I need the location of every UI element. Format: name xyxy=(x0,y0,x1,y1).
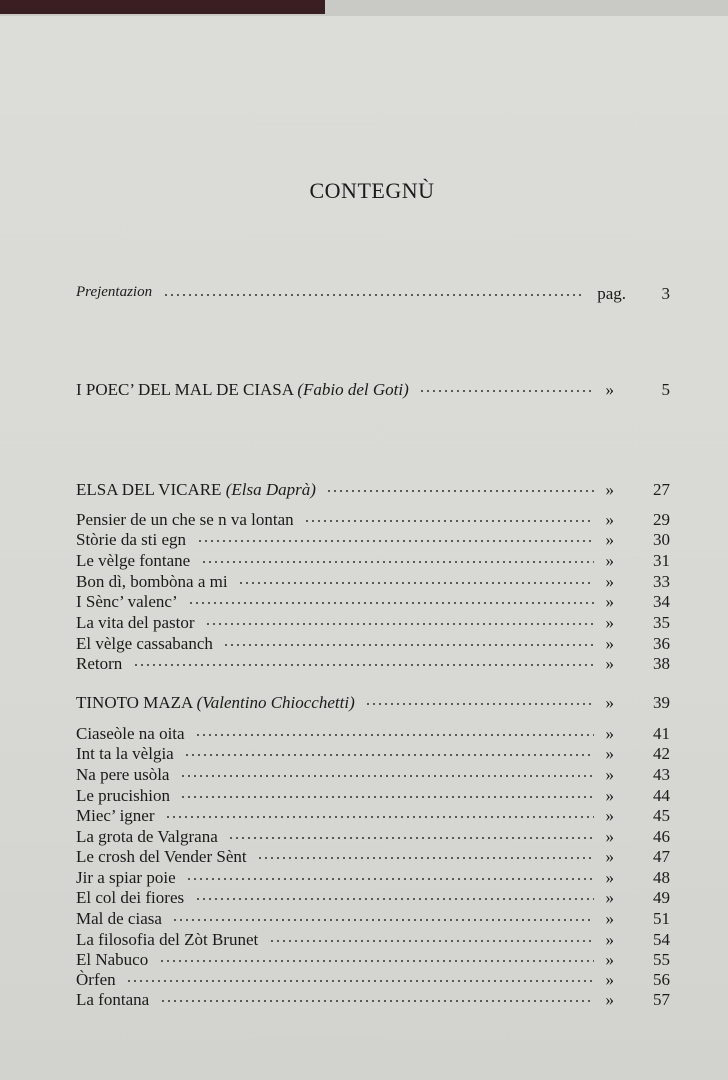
toc-entry-title xyxy=(76,990,149,1010)
entry-ditto-mark: » xyxy=(605,909,614,928)
leader-dots xyxy=(269,940,594,942)
entry-ditto-mark: » xyxy=(605,654,614,673)
entry-ditto-mark: » xyxy=(605,530,614,549)
entry-label: La filosofia del Zòt Brunet xyxy=(76,930,259,949)
entry-ditto-mark: » xyxy=(605,827,614,846)
toc-entry-title xyxy=(76,806,155,826)
entry-label: Òrfen xyxy=(76,970,116,989)
entry-ditto-mark: » xyxy=(605,480,614,499)
entry-page-number: 54 xyxy=(653,930,670,949)
entry-ditto-mark: » xyxy=(605,510,614,529)
entry-ditto-mark: » xyxy=(605,950,614,969)
entry-label: Mal de ciasa xyxy=(76,909,162,928)
leader-dots xyxy=(195,734,594,736)
toc-entry-title xyxy=(76,480,316,500)
toc-entry-title xyxy=(76,613,195,633)
entry-page-number: 3 xyxy=(661,284,670,303)
entry-ditto-mark: » xyxy=(605,970,614,989)
toc-entry xyxy=(76,950,670,972)
toc-entry-title xyxy=(76,572,228,592)
entry-label: La vita del pastor xyxy=(76,613,195,632)
leader-dots xyxy=(365,703,594,705)
entry-label: Retorn xyxy=(76,654,123,673)
toc-entry-title xyxy=(76,634,213,654)
toc-entry-title xyxy=(76,847,247,867)
entry-label: ELSA DEL VICARE xyxy=(76,480,222,499)
entry-page-number: 55 xyxy=(653,950,670,969)
toc-entry-title xyxy=(76,693,355,713)
leader-dots xyxy=(205,623,594,625)
toc-entry-title xyxy=(76,724,185,744)
entry-ditto-mark: » xyxy=(605,744,614,763)
toc-entry-title xyxy=(76,530,186,550)
toc-entry-title xyxy=(76,765,169,785)
entry-label: Le crosh del Vender Sènt xyxy=(76,847,247,866)
leader-dots xyxy=(257,857,594,859)
leader-dots xyxy=(186,878,594,880)
toc-entry xyxy=(76,530,670,552)
toc-entry xyxy=(76,786,670,808)
leader-dots xyxy=(304,520,594,522)
leader-dots xyxy=(238,582,594,584)
entry-page-number: 30 xyxy=(653,530,670,549)
entry-label: Le prucishion xyxy=(76,786,170,805)
entry-page-number: 57 xyxy=(653,990,670,1009)
entry-ditto-mark: » xyxy=(605,786,614,805)
toc-entry xyxy=(76,909,670,931)
entry-ditto-mark: » xyxy=(605,693,614,712)
toc-entry xyxy=(76,724,670,746)
leader-dots xyxy=(163,294,585,296)
leader-dots xyxy=(160,1000,594,1002)
entry-page-number: 34 xyxy=(653,592,670,611)
entry-ditto-mark: » xyxy=(605,806,614,825)
toc-entry xyxy=(76,634,670,656)
leader-dots xyxy=(195,898,594,900)
toc-entry xyxy=(76,765,670,787)
entry-ditto-mark: pag. xyxy=(597,284,626,303)
toc-entry xyxy=(76,654,670,676)
entry-ditto-mark: » xyxy=(605,868,614,887)
toc-entry-title xyxy=(76,950,148,970)
toc-entry xyxy=(76,510,670,532)
entry-page-number: 41 xyxy=(653,724,670,743)
entry-ditto-mark: » xyxy=(605,990,614,1009)
toc-entry xyxy=(76,284,670,306)
toc-entry xyxy=(76,930,670,952)
entry-ditto-mark: » xyxy=(605,592,614,611)
entry-page-number: 44 xyxy=(653,786,670,805)
entry-label: Int ta la vèlgia xyxy=(76,744,174,763)
toc-entry xyxy=(76,572,670,594)
toc-entry-title xyxy=(76,654,122,674)
entry-author: (Valentino Chiocchetti) xyxy=(196,693,355,712)
entry-page-number: 38 xyxy=(653,654,670,673)
toc-entry xyxy=(76,693,670,715)
entry-page-number: 31 xyxy=(653,551,670,570)
entry-author: (Fabio del Goti) xyxy=(297,380,409,399)
toc-entry-title xyxy=(76,380,409,400)
toc-entry xyxy=(76,827,670,849)
entry-author: (Elsa Daprà) xyxy=(225,480,316,499)
entry-ditto-mark: » xyxy=(605,634,614,653)
entry-label: Stòrie da sti egn xyxy=(76,530,187,549)
entry-page-number: 43 xyxy=(653,765,670,784)
leader-dots xyxy=(326,490,594,492)
toc-entry xyxy=(76,868,670,890)
entry-ditto-mark: » xyxy=(605,551,614,570)
toc-entry-title xyxy=(76,284,152,301)
entry-page-number: 5 xyxy=(661,380,670,399)
leader-dots xyxy=(419,390,594,392)
toc-entry xyxy=(76,380,670,402)
page-title: CONTEGNÙ xyxy=(309,178,435,203)
entry-page-number: 45 xyxy=(653,806,670,825)
toc-entry-title xyxy=(76,970,116,990)
leader-dots xyxy=(180,775,594,777)
toc-entry-title xyxy=(76,909,162,929)
entry-label: El col dei fiores xyxy=(76,888,185,907)
leader-dots xyxy=(228,837,594,839)
leader-dots xyxy=(159,960,594,962)
toc-entry xyxy=(76,847,670,869)
entry-label: Miec’ igner xyxy=(76,806,155,825)
entry-ditto-mark: » xyxy=(605,380,614,399)
entry-page-number: 33 xyxy=(653,572,670,591)
toc-entry xyxy=(76,888,670,910)
toc-entry-title xyxy=(76,868,176,888)
entry-page-number: 27 xyxy=(653,480,670,499)
entry-ditto-mark: » xyxy=(605,765,614,784)
entry-page-number: 42 xyxy=(653,744,670,763)
toc-entry-title xyxy=(76,551,190,571)
toc-entry-title xyxy=(76,786,170,806)
entry-ditto-mark: » xyxy=(605,724,614,743)
entry-label: Pensier de un che se n va lontan xyxy=(76,510,294,529)
entry-ditto-mark: » xyxy=(605,888,614,907)
toc-entry xyxy=(76,613,670,635)
toc-entry xyxy=(76,990,670,1012)
toc-entry-title xyxy=(76,888,184,908)
toc-entry xyxy=(76,480,670,502)
entry-label: Prejentazion xyxy=(76,284,153,300)
entry-page-number: 47 xyxy=(653,847,670,866)
toc-entry xyxy=(76,744,670,766)
entry-ditto-mark: » xyxy=(605,930,614,949)
entry-ditto-mark: » xyxy=(605,613,614,632)
entry-label: El vèlge cassabanch xyxy=(76,634,213,653)
leader-dots xyxy=(126,980,594,982)
entry-page-number: 29 xyxy=(653,510,670,529)
leader-dots xyxy=(223,644,594,646)
entry-page-number: 49 xyxy=(653,888,670,907)
entry-label: Bon dì, bombòna a mi xyxy=(76,572,228,591)
entry-label: La grota de Valgrana xyxy=(76,827,218,846)
toc-entry-title xyxy=(76,827,218,847)
toc-entry xyxy=(76,551,670,573)
entry-label: La fontana xyxy=(76,990,150,1009)
entry-page-number: 35 xyxy=(653,613,670,632)
entry-page-number: 48 xyxy=(653,868,670,887)
toc-entry xyxy=(76,592,670,614)
entry-ditto-mark: » xyxy=(605,847,614,866)
entry-page-number: 56 xyxy=(653,970,670,989)
entry-label: Le vèlge fontane xyxy=(76,551,191,570)
leader-dots xyxy=(188,602,594,604)
entry-page-number: 39 xyxy=(653,693,670,712)
leader-dots xyxy=(180,796,594,798)
toc-entry-title xyxy=(76,744,174,764)
cover-edge xyxy=(0,0,325,14)
toc-entry-title xyxy=(76,592,178,612)
leader-dots xyxy=(197,540,594,542)
leader-dots xyxy=(172,919,594,921)
entry-label: Jir a spiar poie xyxy=(76,868,176,887)
entry-label: I Sènc’ valenc’ xyxy=(76,592,178,611)
leader-dots xyxy=(184,754,594,756)
toc-entry-title xyxy=(76,930,258,950)
toc-entry xyxy=(76,806,670,828)
entry-label: TINOTO MAZA xyxy=(76,693,193,712)
entry-ditto-mark: » xyxy=(605,572,614,591)
toc-entry xyxy=(76,970,670,992)
leader-dots xyxy=(133,664,594,666)
leader-dots xyxy=(165,816,594,818)
entry-page-number: 51 xyxy=(653,909,670,928)
entry-label: El Nabuco xyxy=(76,950,149,969)
entry-page-number: 36 xyxy=(653,634,670,653)
leader-dots xyxy=(201,561,594,563)
entry-label: I POEC’ DEL MAL DE CIASA xyxy=(76,380,294,399)
entry-label: Na pere usòla xyxy=(76,765,170,784)
toc-entry-title xyxy=(76,510,294,530)
entry-label: Ciaseòle na oita xyxy=(76,724,185,743)
entry-page-number: 46 xyxy=(653,827,670,846)
